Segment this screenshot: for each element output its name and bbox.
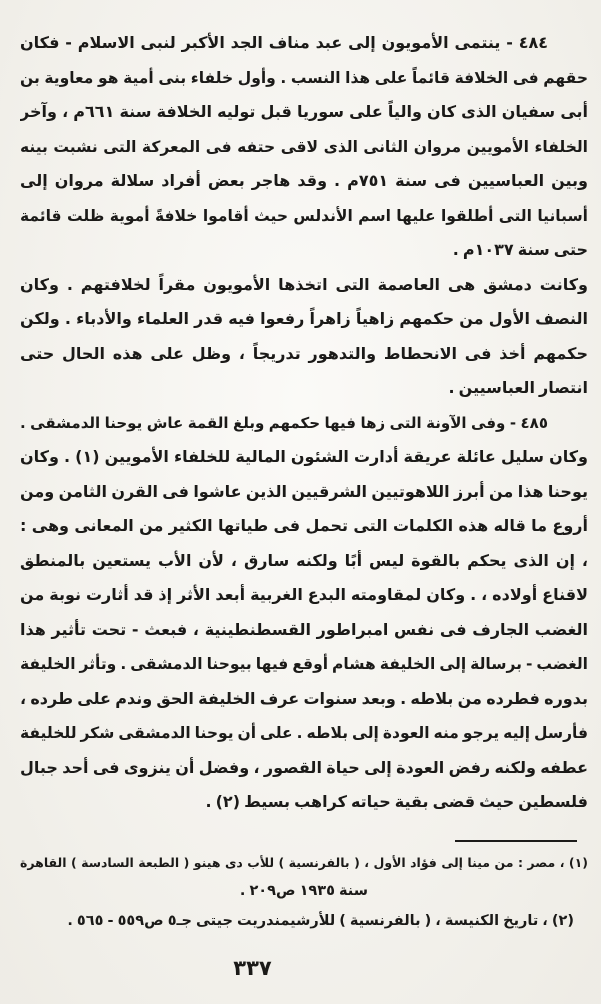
- text-line: بدوره فطرده من بلاطه . وبعد سنوات عرف الخليفة الحق وندم على طرده ،: [20, 688, 588, 708]
- text-line: ٤٨٥ - وفى الآونة التى زها فيها حكمهم وبلغ القمة عاش يوحنا الدمشقى .: [20, 413, 548, 432]
- page-number: ٣٣٧: [233, 956, 272, 980]
- text-line: انتصار العباسيين .: [448, 378, 588, 397]
- text-line: أبى سفيان الذى كان والياً على سوريا قبل توليه الخلافة سنة ٦٦١م ، وآخر: [20, 102, 588, 121]
- text-line: حكمهم أخذ فى الانحطاط والتدهور تدريجاً ، وظل على هذه الحال حتى: [20, 343, 588, 363]
- text-line: لاقناع أولاده ، . وكان لمقاومته البدع الغربية أبعد الأثر إذ قد أثارت نوبة من: [20, 585, 588, 604]
- footnotes: [20, 848, 588, 936]
- footnote-1-line-1: (١) ، مصر : من مينا إلى فؤاد الأول ، ( بالفرنسية ) للأب دى هينو ( الطبعة السادسة ) القاهرة: [20, 855, 588, 870]
- paragraph-485-john-of-damascus: [20, 406, 588, 820]
- text-line: النصف الأول من حكمهم زاهياً زاهراً رفعوا فيه قدر العلماء والأدباء . ولكن: [20, 309, 588, 328]
- main-text: [20, 26, 588, 820]
- text-line: وكان سليل عائلة عريقة أدارت الشئون المالية للخلفاء الأمويين (١) . وكان: [20, 447, 588, 466]
- footnote-divider: [455, 840, 577, 842]
- footnote-1-line-2: سنة ١٩٣٥ ص٢٠٩ .: [239, 883, 368, 899]
- paragraph-damascus-capital: [20, 268, 588, 406]
- text-line: أروع ما قاله هذه الكلمات التى تحمل فى طياتها الكثير من المعانى وهى :: [20, 516, 588, 535]
- text-line: فلسطين حيث قضى بقية حياته كراهب بسيط (٢) .: [205, 792, 588, 811]
- text-line: وبين العباسيين فى سنة ٧٥١م . وقد هاجر بعض أفراد سلالة مروان إلى: [20, 171, 588, 190]
- footnote-2: (٢) ، تاريخ الكنيسة ، ( بالفرنسية ) للأرشيمندريت جيتى جـ٥ ص٥٥٩ - ٥٦٥ .: [67, 913, 574, 929]
- text-line: حتى سنة ١٠٣٧م .: [452, 240, 588, 259]
- text-line: حقهم فى الخلافة قائماً على هذا النسب . وأول خلفاء بنى أمية هو معاوية بن: [20, 68, 588, 87]
- text-line: وكانت دمشق هى العاصمة التى اتخذها الأمويون مقراً لخلافتهم . وكان: [20, 274, 588, 294]
- paragraph-484-umayyads: [20, 26, 588, 268]
- text-line: عطفه ولكنه رفض العودة إلى حياة القصور ، وفضل أن ينزوى فى أحد جبال: [20, 757, 588, 777]
- text-line: ، إن الذى يحكم بالقوة ليس أبًا ولكنه سارق ، لأن الأب يستعين بالمنطق: [20, 550, 588, 570]
- text-line: الغضب - برسالة إلى الخليفة هشام أوقع فيها بيوحنا الدمشقى . وتأثر الخليفة: [20, 655, 588, 673]
- text-line: الخلفاء الأمويين مروان الثانى الذى لاقى حتفه فى المعركة التى نشبت بينه: [20, 137, 588, 156]
- text-line: أسبانيا التى أطلقوا عليها اسم الأندلس حيث أقاموا خلافةً أموية ظلت قائمة: [20, 206, 588, 225]
- text-line: ٤٨٤ - ينتمى الأمويون إلى عبد مناف الجد الأكبر لنبى الاسلام - فكان: [20, 33, 548, 52]
- text-line: يوحنا هذا من أبرز اللاهوتيين الشرقيين الذين عاشوا فى القرن الثامن ومن: [20, 481, 588, 501]
- text-line: فأرسل إليه يرجو منه العودة إلى بلاطه . على أن يوحنا الدمشقى شكر للخليفة: [20, 724, 588, 742]
- text-line: الغضب الجارف فى نفس امبراطور القسطنطينية ، فبعث - تحت تأثير هذا: [20, 619, 588, 639]
